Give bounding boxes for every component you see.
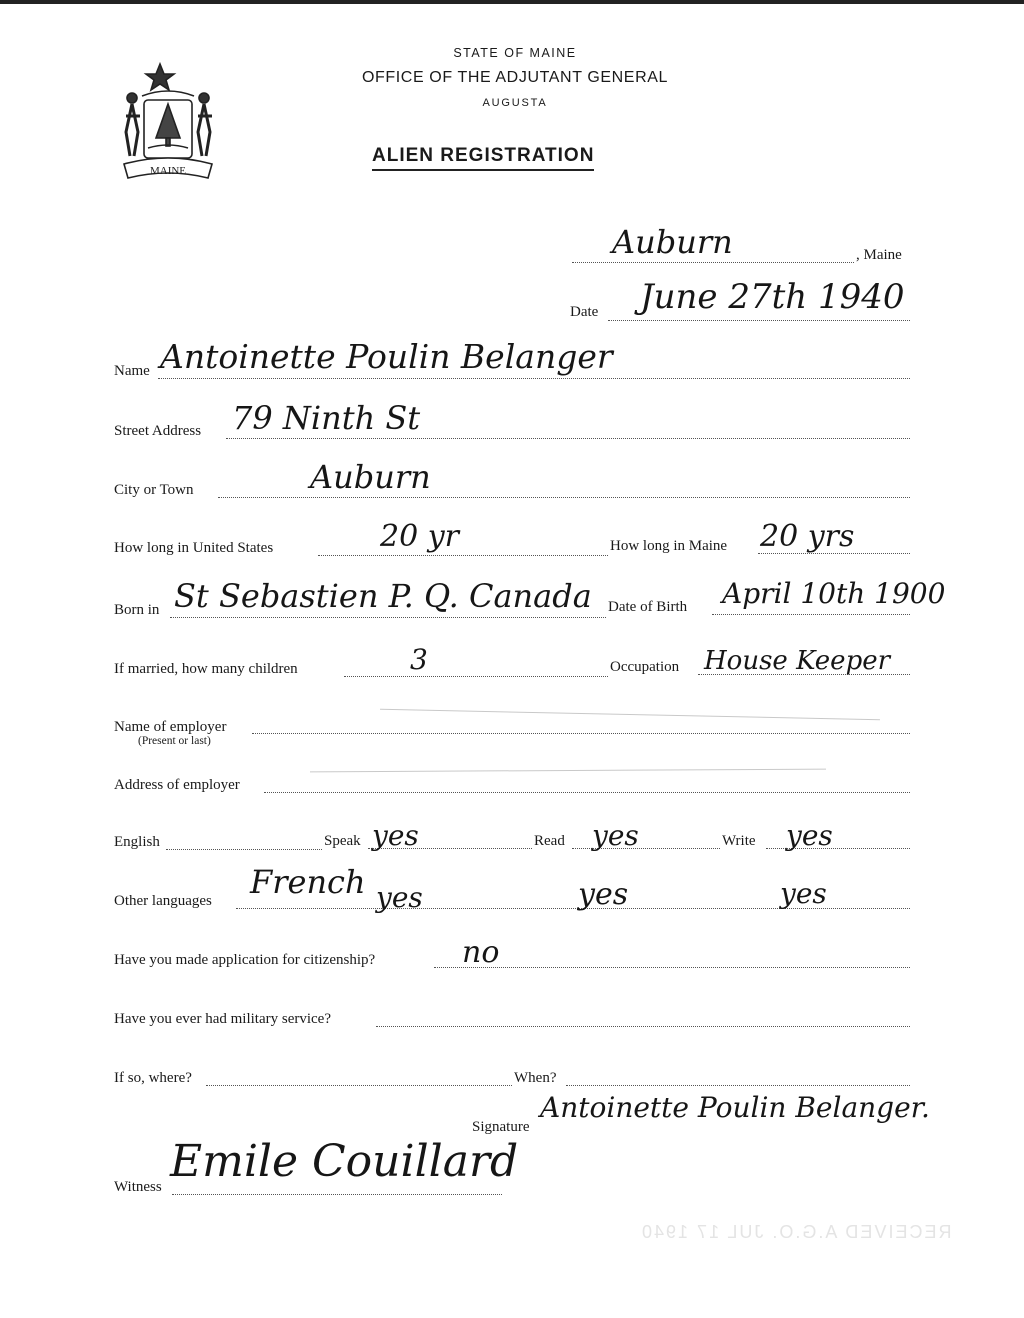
years-maine-entry: 20 yrs (760, 519, 855, 554)
years-us-line (318, 555, 608, 556)
signature-label: Signature (472, 1119, 530, 1135)
birth-date-label: Date of Birth (608, 599, 688, 615)
employer-label: Name of employer (114, 719, 227, 735)
years-us-entry: 20 yr (380, 519, 459, 554)
when-line (566, 1085, 910, 1086)
office-heading: OFFICE OF THE ADJUTANT GENERAL (361, 69, 669, 86)
military-line (376, 1026, 910, 1027)
citizenship-line (434, 967, 910, 968)
town-line (572, 262, 854, 263)
birth-date-line (712, 614, 910, 615)
other-speak-entry: yes (376, 881, 423, 914)
state-heading: STATE OF MAINE (453, 46, 577, 60)
street-entry: 79 Ninth St (232, 399, 421, 437)
speak-label: Speak (324, 833, 361, 849)
town-entry: Auburn (612, 223, 733, 261)
english-speak-entry: yes (372, 819, 419, 852)
name-entry: Antoinette Poulin Belanger (160, 337, 613, 376)
occupation-entry: House Keeper (704, 646, 891, 676)
received-stamp: RECEIVED A.G.O. JUL 17 1940 (640, 1222, 952, 1242)
name-label: Name (114, 363, 150, 379)
city-entry: Auburn (310, 458, 431, 496)
english-line (166, 849, 322, 850)
signature-entry: Antoinette Poulin Belanger. (540, 1091, 930, 1124)
maine-label: , Maine (856, 247, 902, 263)
english-label: English (114, 834, 160, 850)
city-heading: AUGUSTA (482, 97, 548, 109)
form-title: ALIEN REGISTRATION (372, 145, 594, 171)
other-write-entry: yes (780, 877, 827, 910)
years-us-label: How long in United States (114, 540, 274, 556)
other-languages-label: Other languages (114, 893, 212, 909)
read-label: Read (534, 833, 565, 849)
military-label: Have you ever had military service? (114, 1011, 331, 1027)
citizenship-entry: no (462, 935, 500, 970)
date-entry: June 27th 1940 (640, 277, 905, 317)
write-label: Write (722, 833, 756, 849)
born-in-line (170, 617, 606, 618)
where-label: If so, where? (114, 1070, 192, 1086)
witness-line (172, 1194, 502, 1195)
born-in-label: Born in (114, 602, 160, 618)
witness-entry: Emile Couillard (170, 1136, 519, 1187)
date-label: Date (570, 304, 599, 320)
employer-address-line (264, 792, 910, 793)
english-read-entry: yes (592, 819, 639, 852)
birth-date-entry: April 10th 1900 (722, 577, 946, 610)
born-in-entry: St Sebastien P. Q. Canada (174, 577, 592, 615)
witness-label: Witness (114, 1179, 162, 1195)
children-label: If married, how many children (114, 661, 298, 677)
children-line (344, 676, 608, 677)
occupation-label: Occupation (610, 659, 680, 675)
where-line (206, 1085, 512, 1086)
other-read-entry: yes (578, 877, 629, 912)
years-maine-label: How long in Maine (610, 538, 728, 554)
employer-address-dash-mark (310, 769, 826, 773)
top-border (0, 0, 1024, 4)
english-write-entry: yes (786, 819, 833, 852)
date-line (608, 320, 910, 321)
city-label: City or Town (114, 482, 194, 498)
city-line (218, 497, 910, 498)
employer-sublabel: (Present or last) (138, 735, 211, 747)
other-language-entry: French (250, 863, 366, 901)
citizenship-label: Have you made application for citizenship? (114, 952, 376, 968)
employer-dash-mark (380, 709, 880, 720)
employer-line (252, 733, 910, 734)
children-entry: 3 (410, 643, 428, 676)
street-label: Street Address (114, 423, 202, 439)
employer-address-label: Address of employer (114, 777, 240, 793)
maine-state-seal (112, 60, 224, 186)
name-line (158, 378, 910, 379)
seal-label: MAINE (149, 165, 187, 177)
street-line (226, 438, 910, 439)
when-label: When? (514, 1070, 557, 1086)
